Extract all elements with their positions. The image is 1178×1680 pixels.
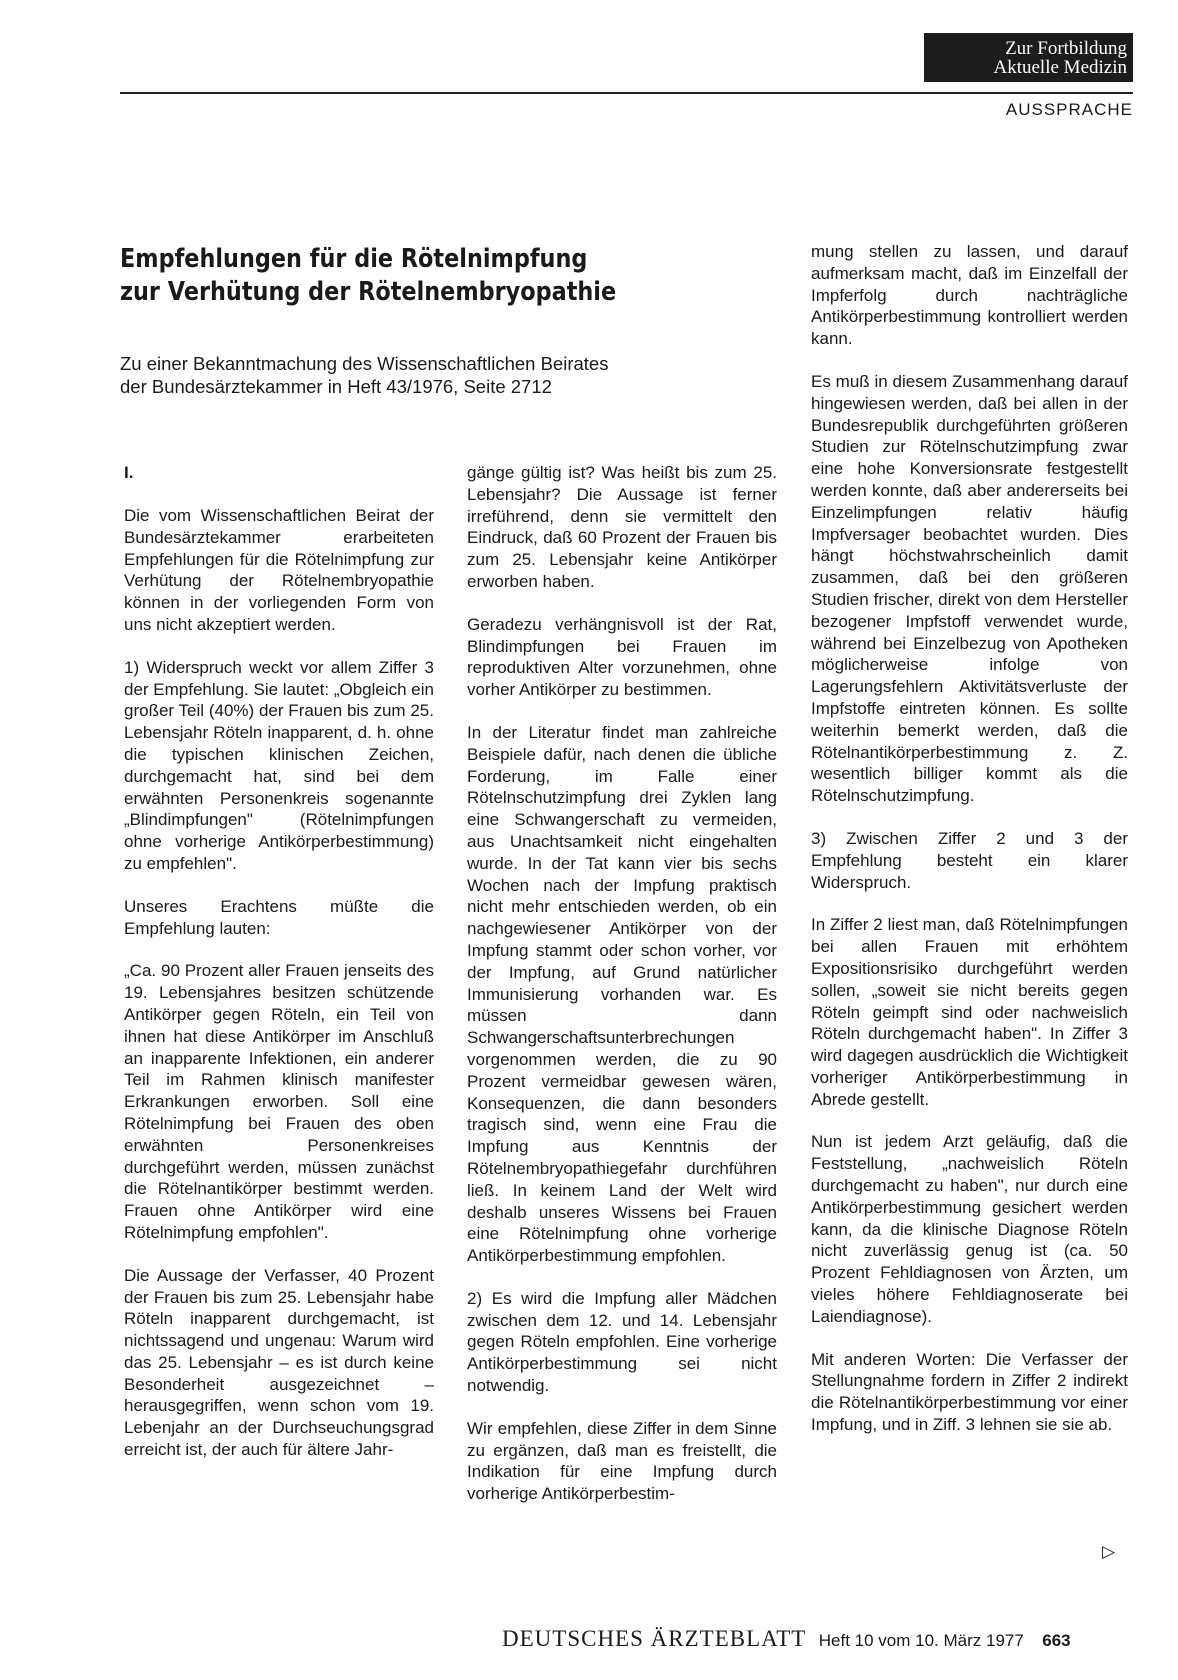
journal-name: DEUTSCHES ÄRZTEBLATT: [502, 1626, 807, 1651]
paragraph: In Ziffer 2 liest man, daß Rötelnimpfungen bei allen Frauen mit erhöhtem Expositionsrisiko durchgeführt werden sollen, „soweit sie nicht bereits gegen Röteln geimpft sind oder nachweislich Röteln durchgemacht haben". In Ziffer 3 wird dagegen ausdrücklich die Wichtigkeit vorheriger Antikörperbestimmung in Abrede gestellt.: [811, 915, 1128, 1109]
text-column-1: [124, 462, 434, 1461]
paragraph: 2) Es wird die Impfung aller Mädchen zwischen dem 12. und 14. Lebensjahr gegen Röteln empfohlen. Eine vorherige Antikörperbestimmung sei nicht notwendig.: [467, 1288, 777, 1396]
paragraph: 3) Zwischen Ziffer 2 und 3 der Empfehlung besteht ein klarer Widerspruch.: [811, 828, 1128, 892]
paragraph: Geradezu verhängnisvoll ist der Rat, Blindimpfungen bei Frauen im reproduktiven Alter vorzunehmen, ohne vorher Antikörper zu bestimmen.: [467, 614, 777, 700]
page-number: 663: [1042, 1631, 1071, 1650]
paragraph: Mit anderen Worten: Die Verfasser der Stellungnahme fordern in Ziffer 2 indirekt die Rötelnantikörperbestimmung vor einer Impfung, und in Ziff. 3 lehnen sie sie ab.: [811, 1349, 1128, 1435]
paragraph: Es muß in diesem Zusammenhang darauf hingewiesen werden, daß bei allen in der Bundesrepublik durchgeführten größeren Studien zur Rötelnschutzimpfung zwar eine hohe Konversionsrate festgestellt werden konnte, daß aber andererseits bei Einzelimpfungen relativ häufig Impfversager beobachtet wurden. Dies hängt höchstwahrscheinlich damit zusammen, daß bei den größeren Studien frischer, direkt von dem Hersteller bezogener Impfstoff verwendet wurde, während bei Einzelbezug von Apotheken möglicherweise infolge von Lagerungsfehlern Aktivitätsverluste der Impfstoffe eintreten können. Es sollte weiterhin bemerkt werden, daß die Rötelnantikörperbestimmung z. Z. wesentlich billiger kommt als die Rötelnschutzimpfung.: [811, 371, 1128, 806]
text-column-3: [811, 241, 1128, 1436]
paragraph: Nun ist jedem Arzt geläufig, daß die Feststellung, „nachweislich Röteln durchgemacht zu haben", nur durch eine Antikörperbestimmung gesichert werden kann, da die klinische Diagnose Röteln nicht zuverlässig genug ist (ca. 50 Prozent Fehldiagnosen von Ärzten, um vieles höhere Fehldiagnoserate bei Laiendiagnose).: [811, 1132, 1128, 1326]
text-column-2: [467, 462, 777, 1505]
paragraph: Die Aussage der Verfasser, 40 Prozent der Frauen bis zum 25. Lebensjahr habe Röteln inapparent durchgemacht, ist nichtssagend und ungenau: Warum wird das 25. Lebensjahr – es ist durch keine Besonderheit ausgezeichnet – herausgegriffen, wenn schon vom 19. Lebenjahr an der Durchseuchungsgrad erreicht ist, der auch für ältere Jahr-: [124, 1265, 434, 1460]
article-title: [120, 243, 617, 309]
title-line-1: Empfehlungen für die Rötelnimpfung: [120, 244, 588, 274]
subtitle-line-1: Zu einer Bekanntmachung des Wissenschaftlichen Beirates: [120, 353, 609, 374]
subtitle-line-2: der Bundesärztekammer in Heft 43/1976, Seite 2712: [120, 376, 552, 397]
paragraph: „Ca. 90 Prozent aller Frauen jenseits des 19. Lebensjahres besitzen schützende Antikörper gegen Röteln, ein Teil von ihnen hat diese Antikörper im Anschluß an inapparente Infektionen, ein anderer Teil im Rahmen klinisch manifester Erkrankungen erworben. Soll eine Rötelnimpfung bei Frauen des oben erwähnten Personenkreises durchgeführt werden, müssen zunächst die Rötelnantikörper bestimmt werden. Frauen ohne Antikörper wird eine Rötelnimpfung empfohlen".: [124, 961, 434, 1242]
paragraph: Wir empfehlen, diese Ziffer in dem Sinne zu ergänzen, daß man es freistellt, die Indikation für eine Impfung durch vorherige Antikörperbestim-: [467, 1418, 777, 1504]
paragraph: In der Literatur findet man zahlreiche Beispiele dafür, nach denen die übliche Forderung, im Falle einer Rötelnschutzimpfung drei Zyklen lang eine Schwangerschaft zu vermeiden, aus Unachtsamkeit nicht eingehalten wurde. In der Tat kann vier bis sechs Wochen nach der Impfung praktisch nicht mehr entschieden werden, ob ein nachgewiesener Antikörper von der Impfung stammt oder schon vorher, vor der Impfung, auf Grund natürlicher Immunisierung vorhanden war. Es müssen dann Schwangerschaftsunterbrechungen vorgenommen werden, die zu 90 Prozent vermeidbar gewesen wären, Konsequenzen, die dann besonders tragisch sind, wenn eine Frau die Impfung aus Kenntnis der Rötelnembryopathiegefahr durchführen ließ. In keinem Land der Welt wird deshalb unseres Wissens bei Frauen eine Rötelnimpfung ohne vorherige Antikörperbestimmung empfohlen.: [467, 722, 777, 1266]
section-label: AUSSPRACHE: [1005, 100, 1133, 119]
category-badge: [924, 33, 1133, 82]
paragraph: 1) Widerspruch weckt vor allem Ziffer 3 der Empfehlung. Sie lautet: „Obgleich ein großer Teil (40%) der Frauen bis zum 25. Lebensjahr Röteln inapparent, d. h. ohne die typischen klinischen Zeichen, durchgemacht hat, sind bei dem erwähnten Personenkreis sogenannte „Blindimpfungen" (Rötelnimpfungen ohne vorherige Antikörperbestimmung) zu empfehlen".: [124, 657, 434, 873]
paragraph: gänge gültig ist? Was heißt bis zum 25. Lebensjahr? Die Aussage ist ferner irreführend, denn sie vermittelt den Eindruck, daß 60 Prozent der Frauen bis zum 25. Lebensjahr keine Antikörper erworben haben.: [467, 463, 777, 591]
article-subtitle: [120, 352, 720, 398]
paragraph: Unseres Erachtens müßte die Empfehlung lauten:: [124, 896, 434, 938]
continue-arrow-icon: ▷: [1102, 1542, 1116, 1561]
title-line-2: zur Verhütung der Rötelnembryopathie: [120, 277, 617, 307]
badge-line-1: Zur Fortbildung: [1005, 38, 1127, 59]
page-footer: [502, 1626, 1071, 1652]
badge-line-2: Aktuelle Medizin: [993, 57, 1127, 78]
header-rule: [120, 92, 1133, 94]
issue-info: Heft 10 vom 10. März 1977: [818, 1631, 1024, 1650]
paragraph: Die vom Wissenschaftlichen Beirat der Bundesärztekammer erarbeiteten Empfehlungen für die Rötelnimpfung zur Verhütung der Rötelnembryopathie können in der vorliegenden Form von uns nicht akzeptiert werden.: [124, 506, 434, 634]
paragraph: mung stellen zu lassen, und darauf aufmerksam macht, daß im Einzelfall der Impferfolg durch nachträgliche Antikörperbestimmung kontrolliert werden kann.: [811, 242, 1128, 349]
section-numeral: I.: [124, 463, 134, 482]
